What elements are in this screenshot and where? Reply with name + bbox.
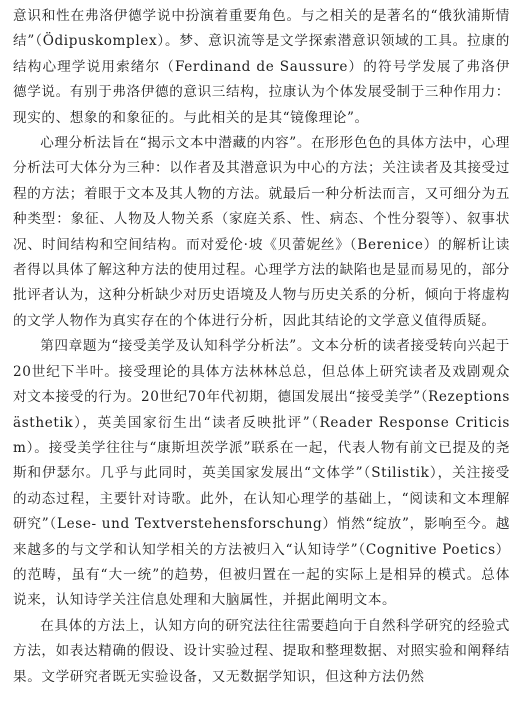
paragraph-4: 在具体的方法上，认知方向的研究法往往需要趋向于自然科学研究的经验式方法，如表达精确的假设、设计实验过程、提取和整理数据、对照实验和阐释结果。文学研究者既无实验设备，又无数据学知识，但这种方法仍然 [13,617,510,685]
paragraph-2: 心理分析法旨在“揭示文本中潜藏的内容”。在形形色色的具体方法中，心理分析法可大体分为三种：以作者及其潜意识为中心的方法；关注读者及其接受过程的方法；着眼于文本及其人物的方法。就最后一种分析法而言，又可细分为五种类型：象征、人物及人物关系（家庭关系、性、病态、个性分裂等）、叙事状况、时间结构和空间结构。而对爱伦·坡《贝蕾妮丝》（Berenice）的解析让读者得以具体了解这种方法的使用过程。心理学方法的缺陷也是显而易见的，部分批评者认为，这种分析缺少对历史语境及人物与历史关系的分析，倾向于将虚构的文学人物作为真实存在的个体进行分析，因此其结论的文学意义值得质疑。 [13,135,510,329]
paragraph-1: 意识和性在弗洛伊德学说中扮演着重要角色。与之相关的是著名的“俄狄浦斯情结”（Ödipuskomplex）。梦、意识流等是文学探索潜意识领域的工具。拉康的结构心理学说用索绪尔（Ferdinand de Saussure）的符号学发展了弗洛伊德学说。有别于弗洛伊德的意识三结构，拉康认为个体发展受制于三种作用力：现实的、想象的和象征的。与此相关的是其“镜像理论”。 [13,8,510,126]
paragraph-3: 第四章题为“接受美学及认知科学分析法”。文本分析的读者接受转向兴起于20世纪下半叶。接受理论的具体方法林林总总，但总体上研究读者及戏剧观众对文本接受的行为。20世纪70年代初期，德国发展出“接受美学”（Rezeptionsästhetik），英美国家衍生出“读者反映批评”（Reader Response Criticism）。接受美学往往与“康斯坦茨学派”联系在一起，代表人物有前文已提及的尧斯和伊瑟尔。几乎与此同时，英美国家发展出“文体学”（Stilistik），关注接受的动态过程，主要针对诗歌。此外，在认知心理学的基础上，“阅读和文本理解研究”（Lese- und Textverstehensforschung）悄然“绽放”，影响至今。越来越多的与文学和认知学相关的方法被归入“认知诗学”（Cognitive Poetics）的范畴，虽有“大一统”的趋势，但被归置在一起的实际上是相异的模式。总体说来，认知诗学关注信息处理和大脑属性，并据此阐明文本。 [13,338,510,609]
